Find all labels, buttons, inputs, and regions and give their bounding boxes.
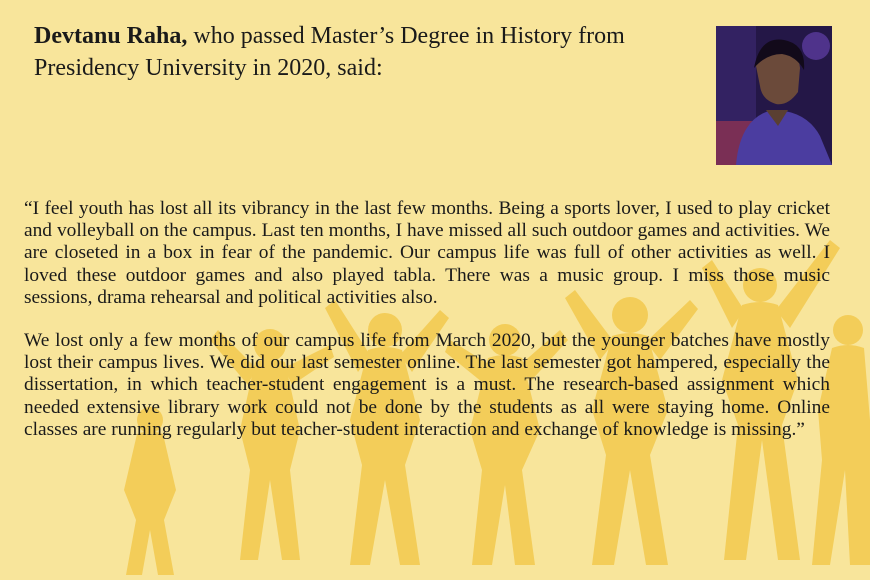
- quote-paragraph: “I feel youth has lost all its vibrancy in the last few months. Being a sports lover, I used to play cricket and volleyball on the campus. Last ten months, I have missed all such outdoor games and activities. We are closeted in a box in fear of the pandemic. Our campus life was full of other activities as well. I loved these outdoor games and also played tabla. There was a music group. I miss those music sessions, drama rehearsal and political activities also.: [24, 198, 830, 308]
- speaker-intro: [34, 20, 674, 84]
- quote-paragraph: We lost only a few months of our campus life from March 2020, but the younger batches have mostly lost their campus lives. We did our last semester online. The last semester got hampered, especially the dissertation, in which teacher-student engagement is a must. The research-based assignment which needed extensive library work could not be done by the students as all were staying home. Online classes are running regularly but teacher-student interaction and exchange of knowledge is missing.”: [24, 330, 830, 440]
- speaker-photo: [716, 26, 832, 165]
- speaker-name: Devtanu Raha,: [34, 23, 188, 49]
- quote-block: [24, 198, 830, 462]
- speaker-description: who passed Master’s Degree in History from Presidency University in 2020, said:: [34, 23, 625, 81]
- person-portrait-icon: [716, 26, 832, 165]
